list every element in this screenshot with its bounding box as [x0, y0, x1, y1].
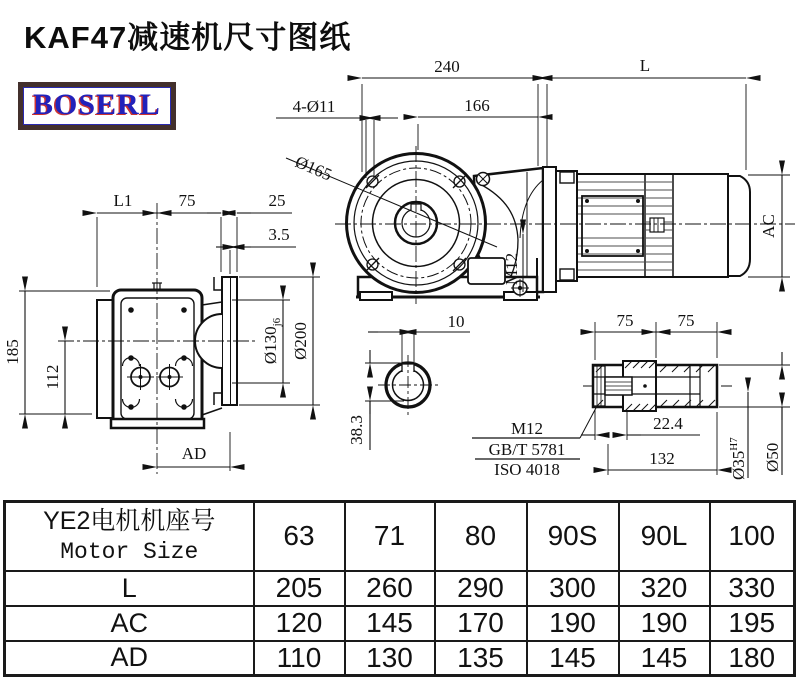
note-standard-gb: GB/T 5781 — [488, 440, 566, 459]
dim-75-side: 75 — [178, 191, 196, 210]
value-AD-100: 180 — [710, 641, 795, 676]
value-AC-80: 170 — [435, 606, 527, 641]
value-AC-100: 195 — [710, 606, 795, 641]
dim-L: L — [639, 56, 651, 75]
motor-size-table — [3, 500, 796, 677]
dim-bolt-circle: Ø165 — [292, 152, 335, 185]
dim-25: 25 — [268, 191, 286, 210]
fastener-note — [472, 419, 580, 479]
dim-bolt-holes: 4-Ø11 — [292, 97, 336, 116]
dim-35: $Ø35^{H7}$ — [728, 437, 748, 480]
front-view — [335, 146, 795, 304]
motor-size-71: 71 — [345, 502, 435, 571]
table-row-L — [5, 571, 795, 606]
dim-130: $Ø130_{j6}$ — [261, 317, 283, 365]
row-label-L: L — [5, 571, 254, 606]
motor-size-90L: 90L — [619, 502, 710, 571]
side-view — [58, 203, 255, 474]
value-AD-90L: 145 — [619, 641, 710, 676]
dim-240: 240 — [434, 57, 460, 76]
dim-50: Ø50 — [763, 442, 782, 472]
shaft-section-view — [378, 355, 440, 415]
row-label-AD: AD — [5, 641, 254, 676]
dim-112: 112 — [43, 364, 62, 390]
table-row-AC — [5, 606, 795, 641]
brand-logo-text: BOSERL — [23, 87, 171, 125]
motor-size-100: 100 — [710, 502, 795, 571]
value-AC-63: 120 — [254, 606, 345, 641]
header-en: Motor Size — [60, 539, 199, 566]
dim-L1: L1 — [113, 191, 133, 210]
row-label-AC: AC — [5, 606, 254, 641]
dim-75-right: 75 — [677, 311, 695, 330]
dim-38-3: 38.3 — [347, 415, 366, 445]
value-AC-90L: 190 — [619, 606, 710, 641]
hollow-shaft-view — [583, 361, 732, 411]
note-thread: M12 — [510, 419, 544, 438]
value-L-71: 260 — [345, 571, 435, 606]
table-row-AD — [5, 641, 795, 676]
motor-size-90S: 90S — [527, 502, 619, 571]
dim-3-5: 3.5 — [268, 225, 290, 244]
value-L-80: 290 — [435, 571, 527, 606]
value-L-90L: 320 — [619, 571, 710, 606]
front-m12-label: M12 — [502, 252, 521, 285]
value-L-90S: 300 — [527, 571, 619, 606]
note-standard-iso: ISO 4018 — [494, 460, 560, 479]
dim-22-4: 22.4 — [653, 414, 683, 433]
header-cn: YE2电机机座号 — [43, 507, 216, 536]
dim-132: 132 — [649, 449, 675, 468]
dim-75-left: 75 — [616, 311, 634, 330]
page-title: KAF47减速机尺寸图纸 — [24, 20, 352, 55]
dim-200: Ø200 — [291, 322, 310, 360]
motor-size-80: 80 — [435, 502, 527, 571]
value-AC-71: 145 — [345, 606, 435, 641]
dim-AD: AD — [181, 444, 207, 463]
value-AD-63: 110 — [254, 641, 345, 676]
motor-size-63: 63 — [254, 502, 345, 571]
value-AD-90S: 145 — [527, 641, 619, 676]
value-AD-71: 130 — [345, 641, 435, 676]
table-header-motor-size — [5, 502, 254, 571]
table-header-row — [5, 502, 795, 571]
dim-185: 185 — [3, 339, 22, 365]
dim-166: 166 — [464, 96, 490, 115]
value-AD-80: 135 — [435, 641, 527, 676]
value-AC-90S: 190 — [527, 606, 619, 641]
dim-10: 10 — [447, 312, 465, 331]
value-L-63: 205 — [254, 571, 345, 606]
value-L-100: 330 — [710, 571, 795, 606]
dim-AC: AC — [759, 214, 778, 238]
